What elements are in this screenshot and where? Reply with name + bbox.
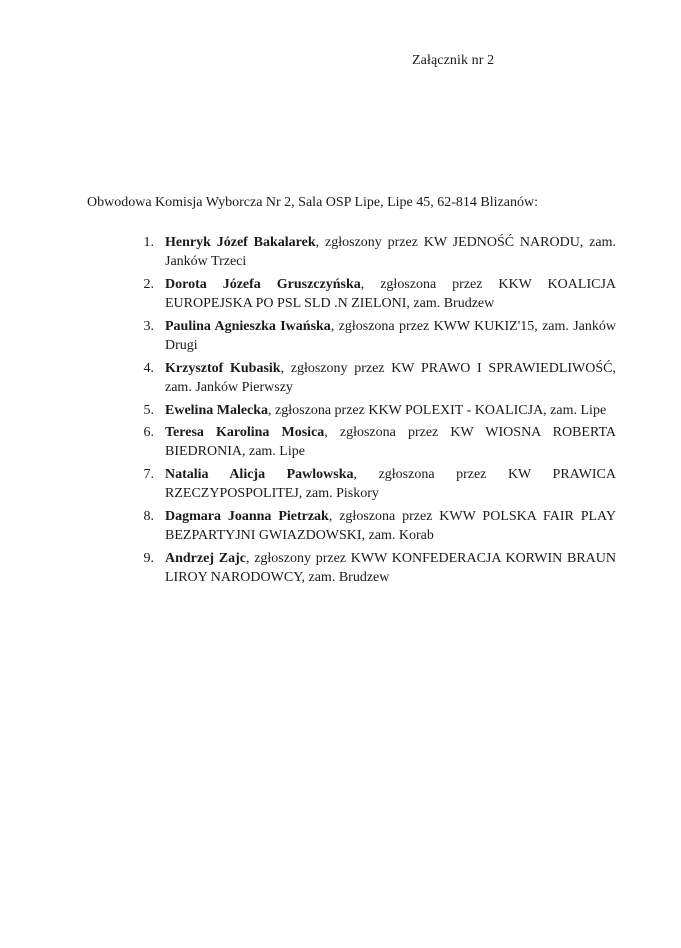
list-item — [0, 318, 681, 356]
list-item — [0, 360, 681, 398]
attachment-label: Załącznik nr 2 — [412, 53, 495, 68]
member-details: , zgłoszona przez KWW POLSKA FAIR PLAY BEZPARTYJNI GWIAZDOWSKI, zam. Korab — [165, 509, 616, 543]
item-number: 1. — [143, 235, 154, 250]
item-text — [165, 550, 616, 587]
member-name: Natalia Alicja Pawlowska — [165, 467, 354, 482]
list-item — [0, 508, 681, 546]
item-text — [165, 466, 616, 503]
list-item — [0, 276, 681, 314]
item-number: 8. — [143, 509, 154, 524]
member-details: , zgłoszona przez KWW KUKIZ'15, zam. Janków Drugi — [165, 319, 616, 353]
item-number: 6. — [143, 425, 154, 440]
member-name: Dagmara Joanna Pietrzak — [165, 509, 329, 524]
list-item — [0, 550, 681, 588]
list-item — [0, 234, 681, 272]
list-item — [0, 466, 681, 504]
member-name: Henryk Józef Bakalarek — [165, 235, 316, 250]
member-details: , zgłoszona przez KKW KOALICJA EUROPEJSKA PO PSL SLD .N ZIELONI, zam. Brudzew — [165, 277, 616, 311]
item-number: 5. — [143, 403, 154, 418]
item-number: 9. — [143, 551, 154, 566]
member-name: Krzysztof Kubasik — [165, 361, 281, 376]
member-name: Ewelina Malecka — [165, 403, 269, 418]
member-name: Teresa Karolina Mosica — [165, 425, 325, 440]
item-number: 3. — [143, 319, 154, 334]
member-details: , zgłoszony przez KW PRAWO I SPRAWIEDLIWOŚĆ, zam. Janków Pierwszy — [165, 361, 617, 395]
member-details: , zgłoszona przez KKW POLEXIT - KOALICJA, zam. Lipe — [268, 403, 607, 418]
list-item — [0, 402, 681, 421]
item-number: 2. — [143, 277, 154, 292]
commission-header: Obwodowa Komisja Wyborcza Nr 2, Sala OSP Lipe, Lipe 45, 62-814 Blizanów: — [87, 195, 538, 210]
member-details: , zgłoszona przez KW PRAWICA RZECZYPOSPOLITEJ, zam. Piskory — [165, 467, 616, 501]
item-text — [165, 318, 616, 355]
item-text — [165, 360, 616, 397]
member-list — [0, 234, 681, 592]
member-details: , zgłoszony przez KW JEDNOŚĆ NARODU, zam. Janków Trzeci — [165, 235, 616, 269]
item-text — [165, 276, 616, 313]
member-details: , zgłoszona przez KW WIOSNA ROBERTA BIEDRONIA, zam. Lipe — [165, 425, 616, 459]
list-item — [0, 424, 681, 462]
item-text — [165, 424, 616, 461]
item-text — [165, 234, 616, 271]
item-text — [165, 508, 616, 545]
item-text — [165, 402, 616, 421]
member-name: Dorota Józefa Gruszczyńska — [165, 277, 361, 292]
member-name: Andrzej Zajc — [165, 551, 246, 566]
item-number: 7. — [143, 467, 154, 482]
item-number: 4. — [143, 361, 154, 376]
member-details: , zgłoszony przez KWW KONFEDERACJA KORWIN BRAUN LIROY NARODOWCY, zam. Brudzew — [165, 551, 616, 585]
member-name: Paulina Agnieszka Iwańska — [165, 319, 331, 334]
